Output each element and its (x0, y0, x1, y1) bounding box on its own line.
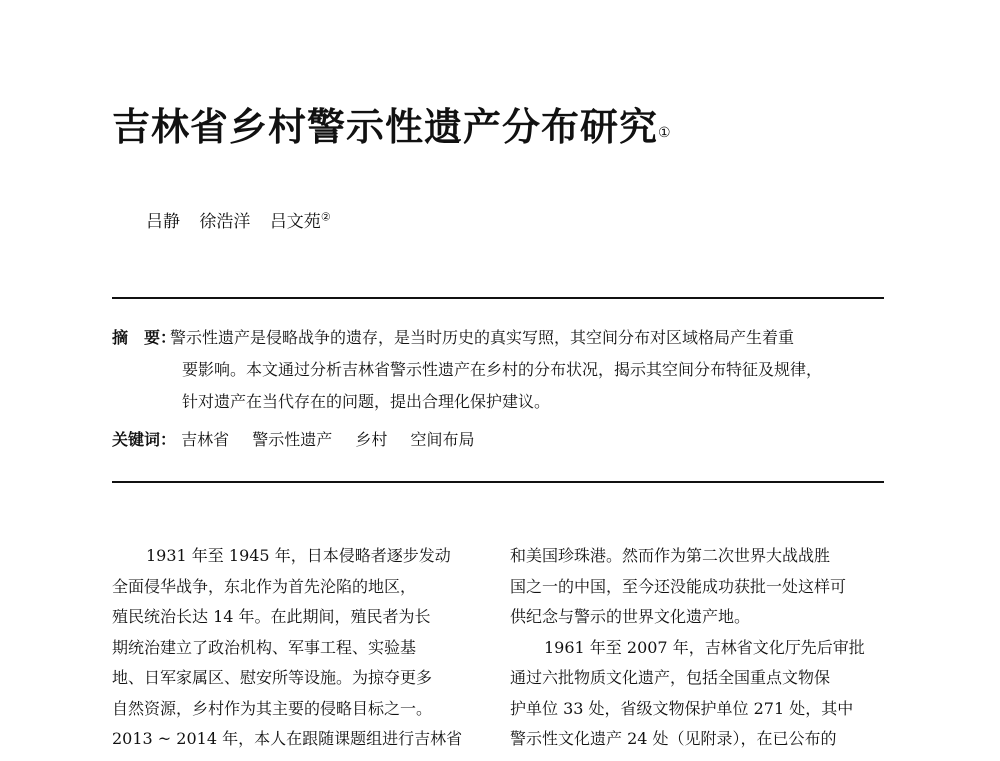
keyword: 警示性遗产 (252, 430, 333, 449)
abstract-line: 警示性遗产是侵略战争的遗存，是当时历史的真实写照，其空间分布对区域格局产生着重 (170, 328, 795, 347)
keywords-label: 关键词： (112, 430, 177, 449)
paper-title: 吉林省乡村警示性遗产分布研究① (112, 104, 672, 149)
abstract-block (112, 322, 884, 418)
body-line: 地、日军家属区、慰安所等设施。为掠夺更多 (112, 668, 433, 687)
top-divider (112, 297, 884, 299)
body-line: 期统治建立了政治机构、军事工程、实验基 (112, 637, 417, 657)
keyword: 空间布局 (410, 430, 475, 449)
body-line: 全面侵华战争，东北作为首先沦陷的地区， (112, 576, 417, 596)
abstract-label: 摘 要： (112, 328, 177, 347)
body-line: 1931 年至 1945 年，日本侵略者逐步发动 (146, 546, 451, 565)
body-line: 警示性文化遗产 24 处（见附录），在已公布的 (510, 729, 837, 748)
body-column-left (112, 541, 488, 755)
title-footnote-marker: ① (658, 125, 672, 141)
keywords-block (112, 427, 492, 453)
body-column-right (510, 541, 886, 755)
body-line: 2013 ~ 2014 年，本人在跟随课题组进行吉林省 (112, 729, 463, 748)
body-line: 自然资源，乡村作为其主要的侵略目标之一。 (112, 698, 433, 718)
body-line: 殖民统治长达 14 年。在此期间，殖民者为长 (112, 607, 431, 626)
author-footnote-marker: ② (320, 210, 331, 223)
body-line: 1961 年至 2007 年，吉林省文化厅先后审批 (544, 637, 865, 657)
body-line: 护单位 33 处，省级文物保护单位 271 处，其中 (510, 698, 854, 718)
author-name: 徐浩洋 (199, 211, 251, 232)
author-name: 吕静 (146, 211, 180, 232)
body-line: 国之一的中国，至今还没能成功获批一处这样可 (510, 576, 847, 596)
body-line: 和美国珍珠港。然而作为第二次世界大战战胜 (510, 546, 831, 565)
bottom-divider (112, 481, 884, 483)
body-line: 供纪念与警示的世界文化遗产地。 (510, 607, 751, 626)
keyword: 乡村 (355, 430, 388, 449)
author-name: 吕文苑② (269, 210, 331, 232)
abstract-line: 要影响。本文通过分析吉林省警示性遗产在乡村的分布状况，揭示其空间分布特征及规律， (182, 360, 823, 379)
author-list (146, 203, 345, 236)
keyword: 吉林省 (181, 430, 230, 449)
body-line: 通过六批物质文化遗产，包括全国重点文物保 (510, 668, 831, 687)
abstract-line: 针对遗产在当代存在的问题，提出合理化保护建议。 (182, 392, 551, 411)
